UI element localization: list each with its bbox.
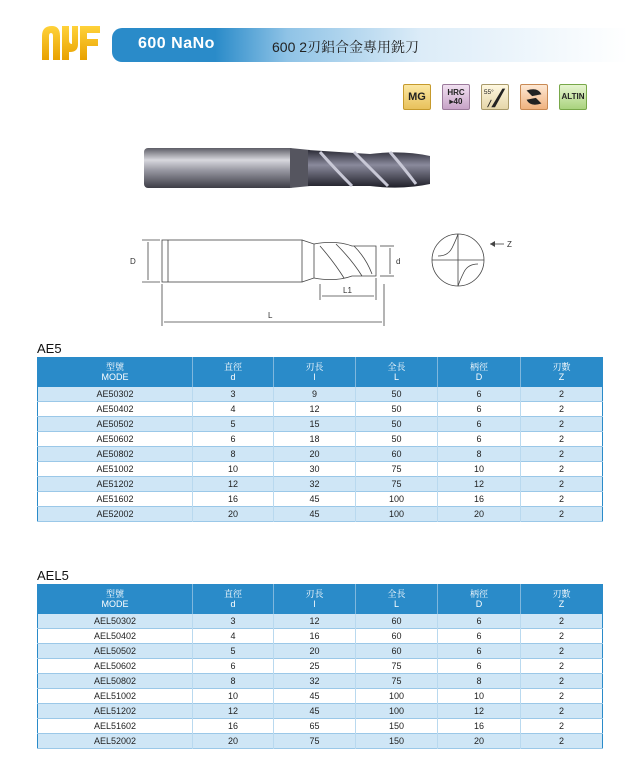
table-cell: 45 [274,689,356,704]
table-cell: 6 [193,432,274,447]
table-title-ael5: AEL5 [37,568,69,583]
table-cell: AE51602 [38,492,193,507]
table-cell: 2 [521,734,603,749]
column-header [193,585,274,614]
table-cell: AE50802 [38,447,193,462]
product-series-title: 600 NaNo [138,35,215,52]
table-cell: 2 [521,432,603,447]
column-header-en: d [230,599,236,610]
table-cell: 6 [438,432,521,447]
column-header-en: D [475,372,483,383]
svg-text:55°: 55° [483,89,494,97]
table-cell: 32 [274,477,356,492]
table-cell: AEL52002 [38,734,193,749]
table-cell: 8 [438,447,521,462]
column-header-zh: 型號 [105,589,124,600]
table-cell: 100 [356,507,438,522]
table-row [38,462,603,477]
table-header-row [38,585,603,614]
table-cell: 75 [356,477,438,492]
end-mill-dimension-drawing [122,228,422,328]
table-row [38,387,603,402]
table-cell: 60 [356,644,438,659]
table-ael5 [37,584,603,749]
table-cell: 100 [356,689,438,704]
table-cell: 32 [274,674,356,689]
table-header-row [38,358,603,387]
table-cell: 45 [274,507,356,522]
column-header-zh: 柄徑 [469,589,488,600]
table-cell: 16 [438,719,521,734]
table-cell: 2 [521,462,603,477]
table-row [38,507,603,522]
table-cell: 50 [356,402,438,417]
table-cell: 3 [193,387,274,402]
feature-icons [403,84,587,110]
table-cell: 8 [438,674,521,689]
table-cell: 2 [521,719,603,734]
column-header [38,358,193,387]
table-cell: 75 [356,462,438,477]
column-header [356,585,438,614]
column-header-zh: 型號 [105,362,124,373]
column-header-zh: 刃長 [305,362,324,373]
table-cell: 6 [438,417,521,432]
table-cell: 16 [274,629,356,644]
dim-label-D: D [130,257,136,266]
table-cell: AEL50402 [38,629,193,644]
hrc-icon: HRC ▸40 [442,84,470,110]
table-cell: AEL50802 [38,674,193,689]
table-cell: 50 [356,432,438,447]
table-cell: 45 [274,492,356,507]
table-cell: AE51202 [38,477,193,492]
table-row [38,644,603,659]
table-cell: 2 [521,689,603,704]
column-header-zh: 刃數 [552,589,571,600]
table-row [38,432,603,447]
column-header-en: MODE [101,599,129,610]
table-cell: 12 [274,402,356,417]
table-cell: 6 [438,644,521,659]
table-cell: 150 [356,719,438,734]
table-cell: 2 [521,387,603,402]
table-cell: 10 [193,689,274,704]
table-cell: 2 [521,447,603,462]
table-cell: AEL51602 [38,719,193,734]
table-row [38,447,603,462]
table-cell: 2 [521,614,603,629]
table-cell: AEL50602 [38,659,193,674]
table-cell: 12 [193,477,274,492]
column-header-zh: 刃長 [305,589,324,600]
table-cell: 2 [521,507,603,522]
table-cell: 20 [438,507,521,522]
table-ae5 [37,357,603,522]
table-cell: 50 [356,387,438,402]
column-header [521,358,603,387]
table-row [38,704,603,719]
table-cell: 4 [193,402,274,417]
table-cell: 5 [193,417,274,432]
table-cell: 20 [193,507,274,522]
table-cell: 10 [193,462,274,477]
column-header-en: Z [558,599,565,610]
table-cell: 2 [521,629,603,644]
table-cell: 6 [438,614,521,629]
table-cell: 8 [193,674,274,689]
column-header [438,358,521,387]
end-mill-photo [140,140,440,200]
table-cell: 12 [438,477,521,492]
table-cell: 30 [274,462,356,477]
column-header-en: D [475,599,483,610]
nf-logo [40,22,102,62]
table-cell: 3 [193,614,274,629]
column-header [274,358,356,387]
table-cell: 2 [521,674,603,689]
dim-label-L1: L1 [343,286,352,295]
table-cell: AE50602 [38,432,193,447]
two-flute-icon [520,84,548,110]
table-cell: 60 [356,614,438,629]
table-cell: 9 [274,387,356,402]
table-row [38,734,603,749]
table-cell: 16 [193,719,274,734]
table-cell: 20 [193,734,274,749]
table-cell: 18 [274,432,356,447]
table-cell: 5 [193,644,274,659]
table-cell: 12 [193,704,274,719]
column-header-zh: 直徑 [223,589,242,600]
column-header-en: d [230,372,236,383]
column-header [274,585,356,614]
column-header-zh: 全長 [387,589,406,600]
column-header [356,358,438,387]
column-header [193,358,274,387]
table-cell: AE50402 [38,402,193,417]
table-row [38,629,603,644]
table-row [38,417,603,432]
dim-label-L: L [268,311,273,320]
column-header-en: l [313,599,316,610]
cross-section-drawing [428,226,528,296]
table-cell: 12 [274,614,356,629]
table-cell: 25 [274,659,356,674]
table-cell: 4 [193,629,274,644]
table-cell: 75 [274,734,356,749]
table-cell: 2 [521,492,603,507]
mg-icon: MG [403,84,431,110]
table-cell: AE50302 [38,387,193,402]
table-row [38,719,603,734]
table-cell: 15 [274,417,356,432]
column-header [521,585,603,614]
table-cell: AEL51202 [38,704,193,719]
table-row [38,492,603,507]
table-cell: 16 [193,492,274,507]
table-cell: AEL51002 [38,689,193,704]
table-cell: 45 [274,704,356,719]
table-cell: 6 [438,629,521,644]
column-header-zh: 柄徑 [469,362,488,373]
table-cell: 2 [521,704,603,719]
table-cell: 50 [356,417,438,432]
product-subtitle: 600 2刃鋁合金專用銑刀 [272,39,420,55]
table-cell: 10 [438,462,521,477]
table-cell: 10 [438,689,521,704]
table-cell: 100 [356,492,438,507]
table-cell: AE50502 [38,417,193,432]
table-row [38,659,603,674]
table-cell: 2 [521,477,603,492]
table-row [38,674,603,689]
table-cell: 2 [521,644,603,659]
table-cell: AE52002 [38,507,193,522]
table-cell: 20 [274,447,356,462]
table-row [38,689,603,704]
table-cell: 2 [521,417,603,432]
table-row [38,614,603,629]
table-cell: 8 [193,447,274,462]
table-cell: 75 [356,659,438,674]
table-cell: 100 [356,704,438,719]
table-cell: AE51002 [38,462,193,477]
table-cell: 6 [193,659,274,674]
table-cell: 60 [356,629,438,644]
table-cell: 6 [438,387,521,402]
column-header-en: Z [558,372,565,383]
dim-label-d: d [396,257,401,266]
column-header-en: l [313,372,316,383]
table-cell: AEL50502 [38,644,193,659]
table-cell: 12 [438,704,521,719]
table-row [38,477,603,492]
table-cell: 2 [521,402,603,417]
column-header-en: L [393,599,399,610]
table-row [38,402,603,417]
table-cell: 16 [438,492,521,507]
table-cell: 60 [356,447,438,462]
column-header-zh: 全長 [387,362,406,373]
table-cell: 150 [356,734,438,749]
table-cell: 6 [438,659,521,674]
table-cell: 20 [438,734,521,749]
column-header-zh: 刃數 [552,362,571,373]
table-cell: 65 [274,719,356,734]
table-cell: 6 [438,402,521,417]
column-header-en: MODE [101,372,129,383]
altin-coating-icon: ALTIN [559,84,587,110]
table-cell: 20 [274,644,356,659]
helix-angle-icon [481,84,509,110]
dim-label-Z: Z [507,240,512,249]
column-header-en: L [393,372,399,383]
column-header [38,585,193,614]
table-title-ae5: AE5 [37,341,62,356]
table-cell: AEL50302 [38,614,193,629]
table-cell: 2 [521,659,603,674]
column-header [438,585,521,614]
table-cell: 75 [356,674,438,689]
column-header-zh: 直徑 [223,362,242,373]
